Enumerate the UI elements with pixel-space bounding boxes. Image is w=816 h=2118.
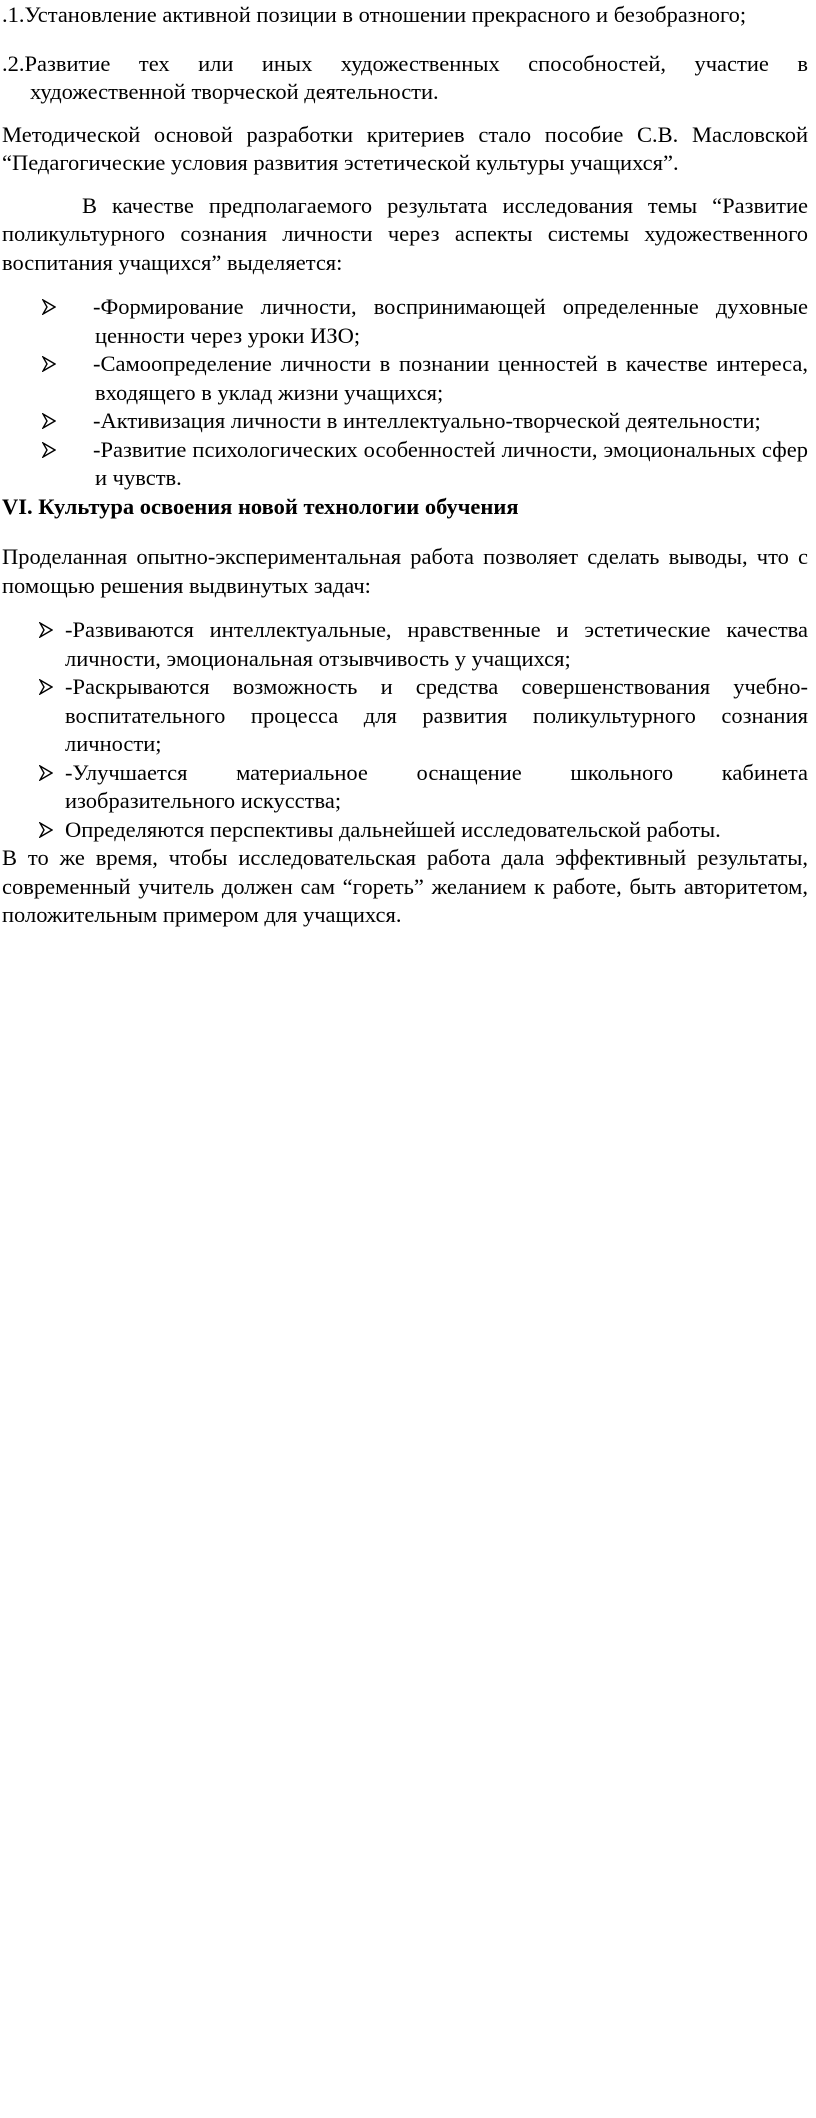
arrowhead-bullet-icon	[38, 407, 60, 435]
result-list-item-4	[2, 436, 808, 493]
result-list-item-1	[2, 293, 808, 350]
result-list-item-3	[2, 407, 808, 436]
arrowhead-bullet-icon	[35, 759, 57, 787]
result-list-item-2	[2, 350, 808, 407]
work-list	[2, 616, 808, 844]
arrowhead-bullet-icon	[35, 616, 57, 644]
numbered-item-1: .1.Установление активной позиции в отношении прекрасного и безобразного;	[2, 2, 747, 27]
work-list-item-2	[2, 673, 808, 759]
arrowhead-bullet-icon	[38, 350, 60, 378]
arrowhead-bullet-icon	[35, 673, 57, 701]
method-paragraph: Методической основой разработки критериев стало пособие С.В. Масловской “Педагогические условия развития эстетической культуры учащихся”.	[2, 121, 808, 175]
work-list-item-text: Определяются перспективы дальнейшей исследовательской работы.	[65, 816, 721, 842]
document-body	[2, 1, 808, 930]
final-paragraph: В то же время, чтобы исследовательская работа дала эффективный результаты, современный учитель должен сам “гореть” желанием к работе, быть авторитетом, положительным примером для учащихся.	[2, 845, 808, 927]
result-list-item-text: -Развитие психологических особенностей личности, эмоциональных сфер и чувств.	[93, 436, 808, 490]
arrowhead-bullet-icon	[38, 436, 60, 464]
work-list-item-text: -Развиваются интеллектуальные, нравственные и эстетические качества личности, эмоциональная отзывчивость у учащихся;	[65, 617, 808, 671]
section-heading: VI. Культура освоения новой технологии обучения	[2, 493, 519, 519]
result-paragraph: В качестве предполагаемого результата исследования темы “Развитие поликультурного сознания личности через аспекты системы художественного воспитания учащихся” выделяется:	[2, 192, 808, 275]
numbered-item-2: .2.Развитие тех или иных художественных способностей, участие в художественной творческой деятельности.	[2, 50, 808, 104]
result-list-item-text: -Самоопределение личности в познании ценностей в качестве интереса, входящего в уклад жизни учащихся;	[93, 351, 808, 405]
result-list-item-text: -Активизация личности в интеллектуально-творческой деятельности;	[93, 408, 761, 433]
work-paragraph: Проделанная опытно-экспериментальная работа позволяет сделать выводы, что с помощью решения выдвинутых задач:	[2, 544, 808, 598]
work-list-item-text: -Раскрываются возможность и средства совершенствования учебно-воспитательного процесса для развития поликультурного сознания личности;	[65, 674, 808, 756]
arrowhead-bullet-icon	[35, 816, 57, 844]
work-list-item-text: -Улучшается материальное оснащение школьного кабинета изобразительного искусства;	[65, 759, 808, 813]
result-list-item-text: -Формирование личности, воспринимающей определенные духовные ценности через уроки ИЗО;	[93, 294, 808, 348]
work-list-item-1	[2, 616, 808, 673]
work-list-item-4	[2, 816, 808, 845]
result-list	[2, 293, 808, 493]
arrowhead-bullet-icon	[38, 293, 60, 321]
work-list-item-3	[2, 759, 808, 816]
